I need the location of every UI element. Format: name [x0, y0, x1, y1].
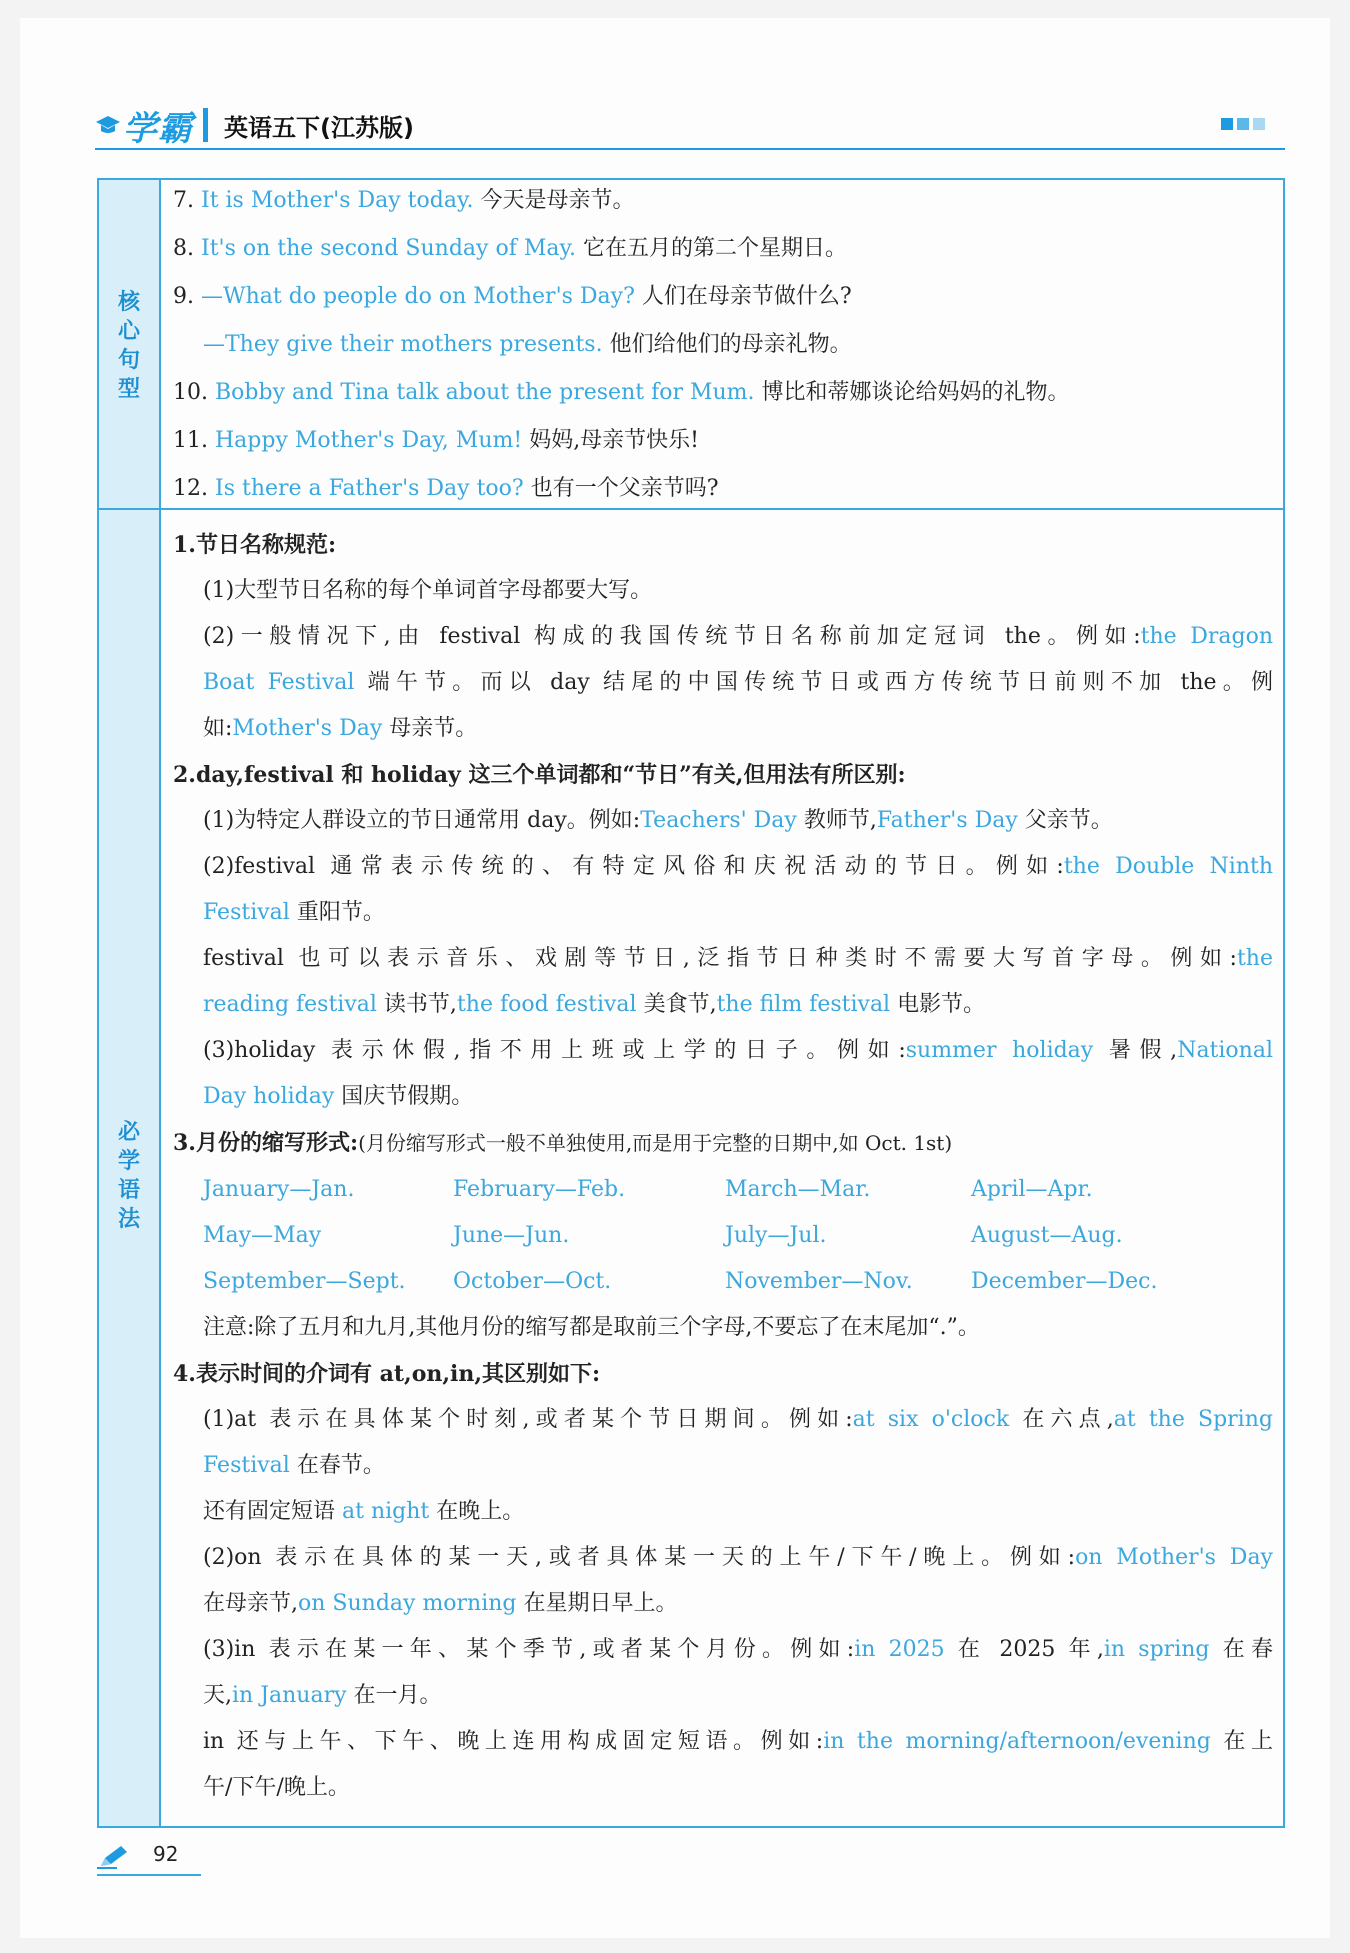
grammar-paragraph: 午/下午/晚上。 [203, 1775, 350, 1800]
grammar-heading: 1.节日名称规范: [173, 532, 337, 558]
grammar-paragraph [173, 614, 1273, 660]
text: 重阳节。 [289, 900, 385, 925]
sentence-en: It is Mother's Day today. [201, 188, 474, 213]
sentence-zh: 博比和蒂娜谈论给妈妈的礼物。 [761, 380, 1070, 405]
example-en: at night [342, 1499, 430, 1524]
grammar-paragraph [173, 1581, 1273, 1627]
grammar-paragraph [173, 1397, 1273, 1443]
header-square [1237, 118, 1249, 130]
text: 父亲节。 [1017, 808, 1113, 833]
grammar-paragraph [173, 936, 1273, 982]
section-label-core [99, 288, 159, 404]
sentence-en: Is there a Father's Day too? [215, 476, 524, 501]
text: 在春节。 [289, 1453, 385, 1478]
month-abbreviation-grid [173, 1167, 1273, 1305]
text: 读书节, [376, 992, 457, 1017]
content-frame [97, 178, 1285, 1828]
sentence-en: Bobby and Tina talk about the present for Mum. [215, 380, 755, 405]
example-en: National [1177, 1038, 1273, 1063]
text: 在星期日早上。 [516, 1591, 678, 1616]
example-en: the [1236, 946, 1273, 971]
text: 在晚上。 [429, 1499, 525, 1524]
example-en: Teachers' Day [640, 808, 797, 833]
grammar-heading: 3.月份的缩写形式: [173, 1130, 359, 1156]
label-char: 核 [117, 290, 140, 315]
sentence-number: 12. [173, 476, 208, 501]
text: in 还与上午、下午、晚上连用构成固定短语。例如: [203, 1729, 824, 1754]
text: 国庆节假期。 [334, 1084, 474, 1109]
sentence-en: —They give their mothers presents. [203, 332, 603, 357]
text: 如: [203, 716, 233, 741]
grammar-heading-row [173, 1120, 1273, 1167]
example-en: the Double Ninth [1063, 854, 1274, 879]
sentence-en: Happy Mother's Day, Mum! [215, 428, 523, 453]
grammar-paragraph [173, 844, 1273, 890]
core-sentences [173, 177, 1273, 513]
example-en: the Dragon [1140, 624, 1273, 649]
sentence-number: 10. [173, 380, 208, 405]
grammar-note: (月份缩写形式一般不单独使用,而是用于完整的日期中,如 Oct. 1st) [358, 1131, 953, 1155]
text: 在 2025 年, [944, 1637, 1104, 1662]
text: 在上 [1210, 1729, 1273, 1754]
label-char: 学 [117, 1149, 140, 1174]
graduation-cap-icon [95, 114, 121, 136]
sentence-row [173, 369, 1273, 417]
sentence-number: 11. [173, 428, 208, 453]
sentence-row [173, 321, 1273, 369]
example-en: on Sunday morning [298, 1591, 517, 1616]
sentence-en: It's on the second Sunday of May. [201, 236, 576, 261]
month-item: January—Jan. [203, 1177, 355, 1202]
sentence-zh: 它在五月的第二个星期日。 [582, 236, 847, 261]
month-item: July—Jul. [725, 1223, 827, 1248]
grammar-paragraph [173, 798, 1273, 844]
text: 在母亲节, [203, 1591, 298, 1616]
header-square [1253, 118, 1265, 130]
text: 母亲节。 [382, 716, 478, 741]
sentence-row [173, 417, 1273, 465]
brand-logo [95, 102, 414, 148]
example-en: the food festival [456, 992, 637, 1017]
text: (3)in 表示在某一年、某个季节,或者某个月份。例如: [203, 1637, 855, 1662]
example-en: in January [232, 1683, 347, 1708]
text: 天, [203, 1683, 232, 1708]
month-item: November—Nov. [725, 1269, 913, 1294]
sentence-number: 9. [173, 284, 194, 309]
book-title: 英语五下(江苏版) [224, 113, 414, 142]
header-decoration [1221, 118, 1265, 130]
grammar-paragraph [173, 1627, 1273, 1673]
text: 美食节, [636, 992, 717, 1017]
grammar-paragraph [173, 1673, 1273, 1719]
text: 在六点, [1009, 1407, 1114, 1432]
footer-rule [97, 1874, 201, 1876]
label-char: 句 [117, 348, 140, 373]
page-header [95, 96, 1285, 152]
header-rule [95, 148, 1285, 150]
logo-text: 学霸 [123, 108, 193, 149]
month-item: September—Sept. [203, 1269, 406, 1294]
text: 电影节。 [890, 992, 986, 1017]
text: 在一月。 [346, 1683, 442, 1708]
section-label-grammar [99, 1118, 159, 1234]
example-en: Festival [203, 1453, 290, 1478]
month-item: June—Jun. [453, 1223, 570, 1248]
page-number: 92 [153, 1842, 179, 1866]
header-square [1221, 118, 1233, 130]
example-en: Father's Day [876, 808, 1018, 833]
example-en: in spring [1103, 1637, 1210, 1662]
text: (2)一般情况下,由 festival 构成的我国传统节日名称前加定冠词 the。例如: [203, 624, 1141, 649]
grammar-content [173, 522, 1273, 1811]
grammar-paragraph [173, 706, 1273, 752]
section-label-column [99, 180, 161, 1826]
example-en: Boat Festival [203, 670, 355, 695]
text: 还有固定短语 [203, 1499, 342, 1524]
sentence-number: 8. [173, 236, 194, 261]
month-item: December—Dec. [971, 1269, 1158, 1294]
text: (2)festival 通常表示传统的、有特定风俗和庆祝活动的节日。例如: [203, 854, 1064, 879]
text: 端午节。而以 day 结尾的中国传统节日或西方传统节日前则不加 the。例 [354, 670, 1273, 695]
sentence-row [173, 225, 1273, 273]
pencil-icon [97, 1844, 129, 1870]
grammar-paragraph [173, 1028, 1273, 1074]
sentence-zh: 他们给他们的母亲礼物。 [609, 332, 852, 357]
sentence-row [173, 177, 1273, 225]
sentence-row [173, 273, 1273, 321]
grammar-paragraph [173, 890, 1273, 936]
month-item: February—Feb. [453, 1177, 626, 1202]
grammar-paragraph [173, 982, 1273, 1028]
sentence-zh: 妈妈,母亲节快乐! [529, 428, 700, 453]
text: (1)at 表示在具体某个时刻,或者某个节日期间。例如: [203, 1407, 853, 1432]
grammar-paragraph: 注意:除了五月和九月,其他月份的缩写都是取前三个字母,不要忘了在末尾加“.”。 [203, 1315, 980, 1340]
sentence-number: 7. [173, 188, 194, 213]
month-item: April—Apr. [971, 1177, 1093, 1202]
grammar-paragraph [173, 1074, 1273, 1120]
label-char: 必 [117, 1120, 140, 1145]
month-item: August—Aug. [971, 1223, 1123, 1248]
example-en: Mother's Day [232, 716, 383, 741]
label-char: 法 [117, 1207, 140, 1232]
grammar-heading: 4.表示时间的介词有 at,on,in,其区别如下: [173, 1361, 601, 1387]
example-en: on Mother's Day [1075, 1545, 1273, 1570]
label-char: 型 [117, 377, 140, 402]
example-en: in the morning/afternoon/evening [823, 1729, 1211, 1754]
text: 在春 [1209, 1637, 1273, 1662]
example-en: Festival [203, 900, 290, 925]
text: 教师节, [796, 808, 877, 833]
sentence-zh: 今天是母亲节。 [480, 188, 635, 213]
grammar-heading: 2.day,festival 和 holiday 这三个单词都和“节日”有关,但用法有所区别: [173, 762, 906, 788]
page-footer [97, 1836, 201, 1876]
grammar-paragraph [173, 660, 1273, 706]
grammar-paragraph: (1)大型节日名称的每个单词首字母都要大写。 [203, 578, 653, 603]
logo-divider [203, 108, 208, 142]
sentence-en: —What do people do on Mother's Day? [201, 284, 635, 309]
example-en: summer holiday [905, 1038, 1094, 1063]
example-en: in 2025 [854, 1637, 945, 1662]
grammar-paragraph [173, 1489, 1273, 1535]
example-en: reading festival [203, 992, 377, 1017]
month-item: October—Oct. [453, 1269, 612, 1294]
grammar-paragraph [173, 1535, 1273, 1581]
sentence-row [173, 465, 1273, 513]
sentence-zh: 也有一个父亲节吗? [530, 476, 719, 501]
example-en: at the Spring [1113, 1407, 1273, 1432]
sentence-zh: 人们在母亲节做什么? [641, 284, 852, 309]
example-en: Day holiday [203, 1084, 335, 1109]
example-en: at six o'clock [852, 1407, 1010, 1432]
text: (2)on 表示在具体的某一天,或者具体某一天的上午/下午/晚上。例如: [203, 1545, 1076, 1570]
text: (3)holiday 表示休假,指不用上班或上学的日子。例如: [203, 1038, 906, 1063]
label-char: 心 [117, 319, 140, 344]
grammar-paragraph [173, 1719, 1273, 1765]
text: festival 也可以表示音乐、戏剧等节日,泛指节日种类时不需要大写首字母。例如: [203, 946, 1237, 971]
example-en: the film festival [716, 992, 891, 1017]
grammar-paragraph [173, 1443, 1273, 1489]
text: (1)为特定人群设立的节日通常用 day。例如: [203, 808, 641, 833]
label-char: 语 [117, 1178, 140, 1203]
month-item: May—May [203, 1223, 322, 1248]
month-item: March—Mar. [725, 1177, 871, 1202]
text: 暑假, [1093, 1038, 1178, 1063]
